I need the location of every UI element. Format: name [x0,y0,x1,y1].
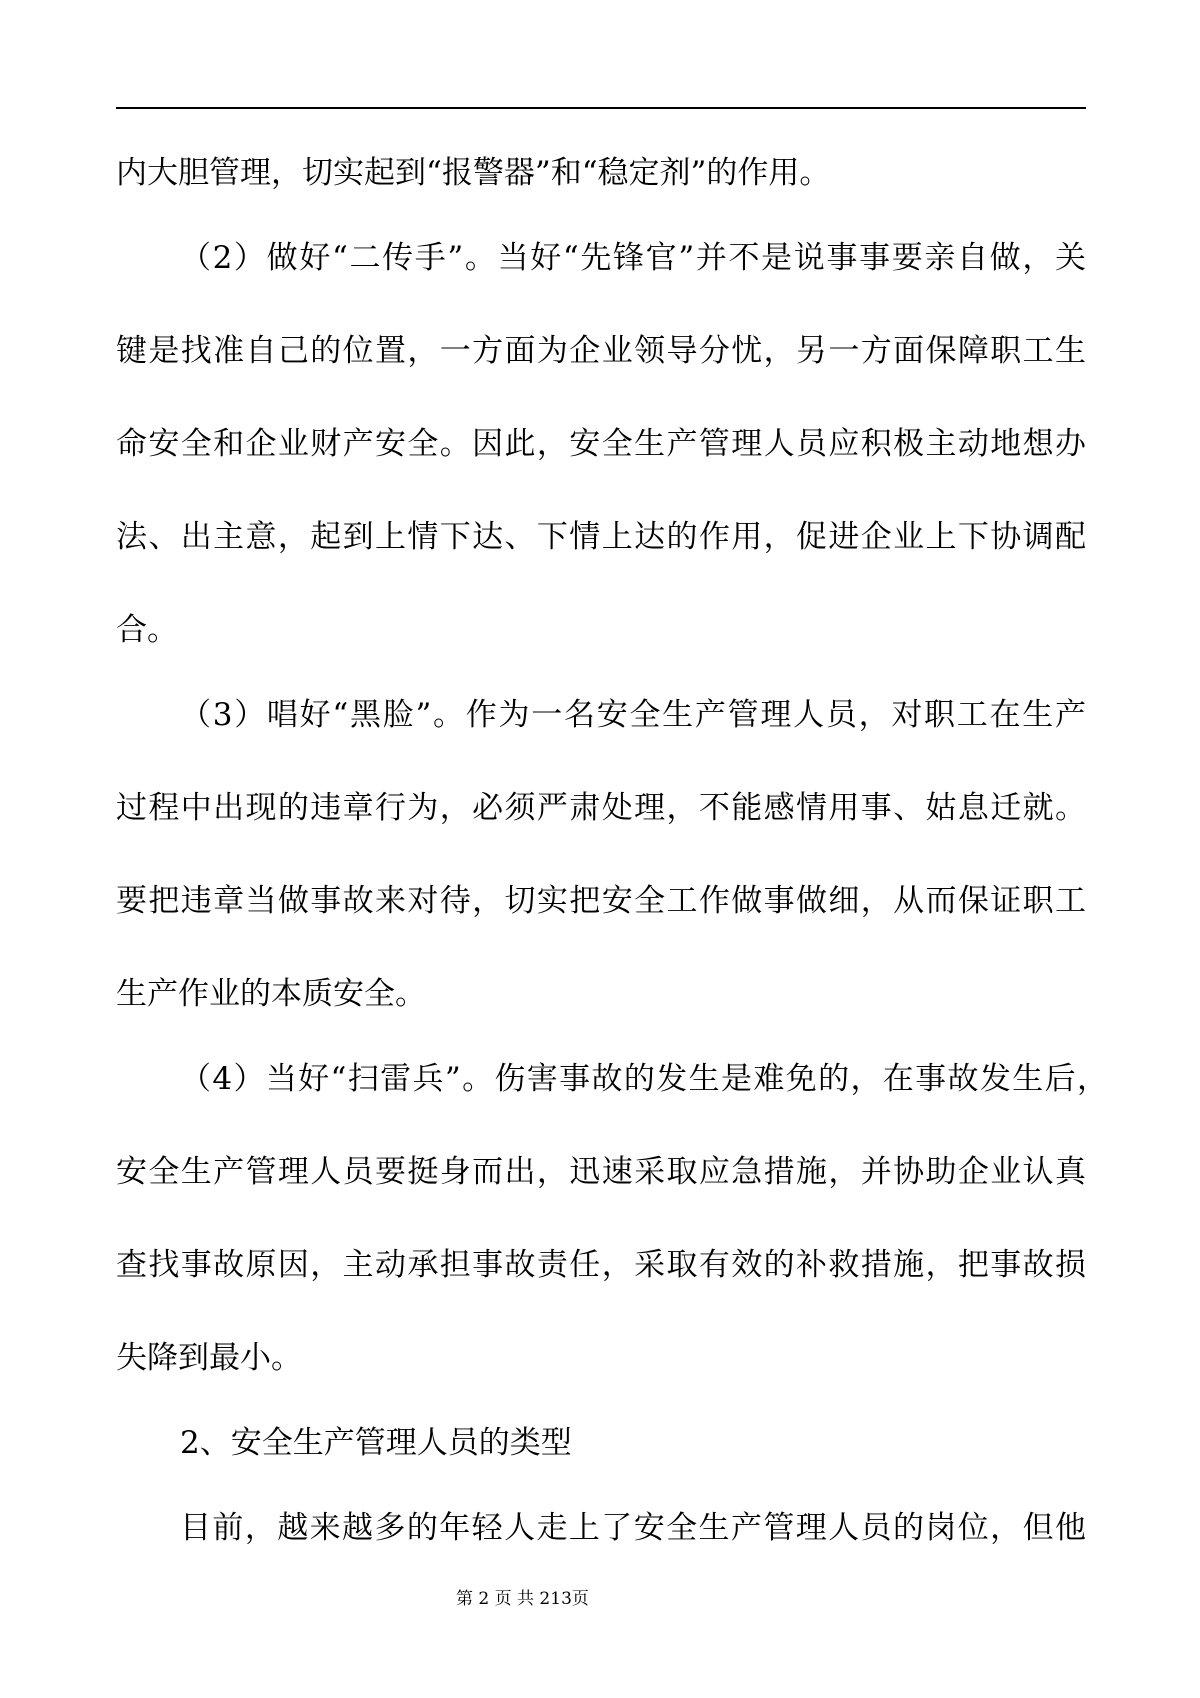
section-heading [116,1397,1086,1490]
text-line: 目前，越来越多的年轻人走上了安全生产管理人员的岗位，但他 [180,1510,1086,1546]
section-heading-text: 2、安全生产管理人员的类型 [180,1425,572,1461]
paragraph-continuation [116,127,1086,220]
text-line: 要把违章当做事故来对待，切实把安全工作做事做细，从而保证职工 [116,883,1086,919]
text-line: 内大胆管理，切实起到“报警器”和“稳定剂”的作用。 [116,155,831,191]
paragraph-item-2 [116,212,1086,677]
text-line: 安全生产管理人员要挺身而出，迅速采取应急措施，并协助企业认真 [116,1154,1086,1190]
text-line: （3）唱好“黑脸”。作为一名安全生产管理人员，对职工在生产 [180,697,1086,733]
paragraph-item-3 [116,669,1086,1041]
text-line: 命安全和企业财产安全。因此，安全生产管理人员应积极主动地想办 [116,426,1086,462]
page-number-footer: 第 2 页 共 213页 [456,1589,589,1609]
body-text [116,127,1108,1575]
text-line: 法、出主意，起到上情下达、下情上达的作用，促进企业上下协调配 [116,519,1086,555]
text-line: 合。 [116,612,178,648]
text-line: 过程中出现的违章行为，必须严肃处理，不能感情用事、姑息迁就。 [116,790,1086,826]
text-line: （4）当好“扫雷兵”。伤害事故的发生是难免的，在事故发生后， [180,1061,1108,1097]
text-line: 生产作业的本质安全。 [116,976,426,1012]
text-line: （2）做好“二传手”。当好“先锋官”并不是说事事要亲自做，关 [180,240,1086,276]
paragraph-item-4 [116,1033,1108,1405]
text-line: 失降到最小。 [116,1340,302,1376]
text-line: 键是找准自己的位置，一方面为企业领导分忧，另一方面保障职工生 [116,333,1086,369]
paragraph-types-intro [116,1482,1086,1575]
header-rule [116,107,1086,109]
text-line: 查找事故原因，主动承担事故责任，采取有效的补救措施，把事故损 [116,1247,1086,1283]
